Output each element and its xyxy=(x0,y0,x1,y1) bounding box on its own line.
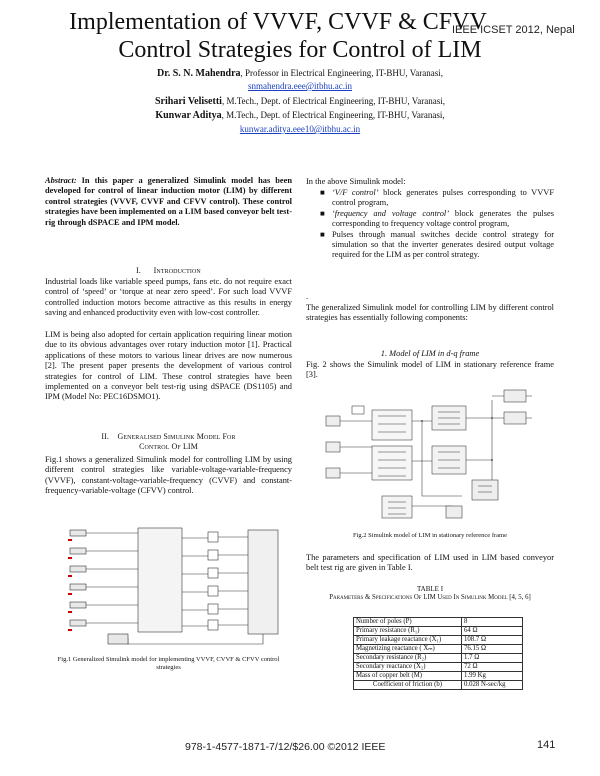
param-name: Primary leakage reactance (X₁) xyxy=(354,636,462,645)
table-row xyxy=(354,618,523,627)
author-3-email[interactable]: kunwar.aditya.eee10@itbhu.ac.in xyxy=(239,124,361,134)
page-number: 141 xyxy=(537,739,556,751)
param-value: 72 Ω xyxy=(462,663,523,672)
bullet-dot-icon: ■ xyxy=(320,229,325,239)
param-name: Secondary reactance (X₂) xyxy=(354,663,462,672)
author-1-affil: , Professor in Electrical Engineering, IT-BHU, Varanasi, xyxy=(240,68,443,78)
section2-heading-line1 xyxy=(45,432,292,442)
intro-heading-num: I. xyxy=(136,266,142,275)
stray-dot: . xyxy=(306,292,309,301)
author-2-affil: , M.Tech., Dept. of Electrical Engineering, IT-BHU, Varanasi, xyxy=(221,96,445,106)
section2-heading-line2: Control Of LIM xyxy=(139,442,198,452)
param-value: 0.028 N-sec/kg xyxy=(462,681,523,690)
table-label: TABLE I xyxy=(416,585,444,593)
bullet-manual-switches xyxy=(318,230,554,261)
fig2-paragraph: Fig. 2 shows the Simulink model of LIM in stationary reference frame [3]. xyxy=(306,360,554,380)
bullet-2-em: ‘frequency and voltage control’ xyxy=(332,208,450,218)
fig1-caption: Fig.1 Generalized Simulink model for implementing VVVF, CVVF & CFVV control strategies xyxy=(57,656,280,671)
author-3-name: Kunwar Aditya xyxy=(155,110,222,121)
author-1-email[interactable]: snmahendra.eee@itbhu.ac.in xyxy=(248,81,352,91)
param-name: Number of poles (P) xyxy=(354,618,462,627)
bullet-2-text: block generates the pulses corresponding to frequency voltage control program, xyxy=(332,208,554,229)
author-1-email-row xyxy=(0,81,600,92)
fig2-caption: Fig.2 Simulink model of LIM in stationary reference frame xyxy=(353,532,507,539)
param-name: Secondary resistance (R₂) xyxy=(354,654,462,663)
bullet-freq-voltage xyxy=(318,209,554,230)
section2-paragraph: Fig.1 shows a generalized Simulink model for controlling LIM by using different control strategies like variable-voltage-variable-frequency (VVVF), constant-voltage-variable-frequency (CVVF) and constant-frequency-variable-voltage (CFVV) control. xyxy=(45,455,292,496)
param-value: 76.15 Ω xyxy=(462,645,523,654)
table-row xyxy=(354,681,523,690)
intro-heading xyxy=(45,266,292,276)
abstract-text: In this paper a generalized Simulink model has been developed for control of linear induction motor (LIM) by different control strategies (VVVF, CVVF and CFVV control). These control strategies have been implemented on a LIM based conveyor belt test-rig through dSPACE and IPM model. xyxy=(45,176,293,227)
param-name: Primary resistance (R₁) xyxy=(354,627,462,636)
author-2-name: Srihari Velisetti xyxy=(154,96,222,107)
author-2 xyxy=(0,96,600,107)
simulink-intro: In the above Simulink model: xyxy=(306,177,406,186)
table-title: Parameters & Specifications Of LIM Used In Simulink Model [4, 5, 6] xyxy=(329,594,531,601)
abstract-label: Abstract: xyxy=(45,176,77,185)
paper-title-line1: Implementation of VVVF, CVVF & CFVV xyxy=(69,9,487,35)
conference-label: IEEE ICSET 2012, Nepal xyxy=(452,24,575,36)
intro-paragraph-2: LIM is being also adopted for certain application requiring linear motion due to its obvious advantages over rotary induction motor [1]. Practical applications of these motors to various linear drives are now numerous [2]. The present paper presents the development of various control strategies for control of LIM. These control strategies have been implemented on a conveyor belt test-rig using dSPACE (DS1105) and IPM (Model No: PEC16DSMO1). xyxy=(45,330,292,402)
table-row xyxy=(354,636,523,645)
param-value: 1.7 Ω xyxy=(462,654,523,663)
param-name: Coefficient of friction (b) xyxy=(354,681,462,690)
param-value: 8 xyxy=(462,618,523,627)
subsection-heading: 1. Model of LIM in d-q frame xyxy=(380,349,480,358)
table-row xyxy=(354,627,523,636)
author-1-name: Dr. S. N. Mahendra xyxy=(157,68,241,79)
paper-title-line2: Control Strategies for Control of LIM xyxy=(118,37,482,63)
param-name: Mass of copper belt (M) xyxy=(354,672,462,681)
abstract xyxy=(45,176,292,228)
section2-heading-num: II. xyxy=(101,432,110,441)
param-value: 64 Ω xyxy=(462,627,523,636)
table-row xyxy=(354,654,523,663)
author-3-affil: , M.Tech., Dept. of Electrical Engineering, IT-BHU, Varanasi, xyxy=(221,110,445,120)
author-3-email-row xyxy=(0,124,600,135)
lim-parameter-table xyxy=(353,617,523,690)
generalized-model-paragraph: The generalized Simulink model for controlling LIM by different control strategies has essentially following components: xyxy=(306,303,554,323)
bullet-vf-control xyxy=(318,188,554,209)
fig2-simulink-diagram xyxy=(322,386,536,526)
param-value: 1.99 Kg xyxy=(462,672,523,681)
table-row xyxy=(354,663,523,672)
bullet-dot-icon: ■ xyxy=(320,188,325,197)
params-paragraph: The parameters and specification of LIM used in LIM based conveyor belt test rig are given in Table I. xyxy=(306,553,554,573)
author-1 xyxy=(0,68,600,79)
bullet-dot-icon: ■ xyxy=(320,208,325,218)
simulink-bullets xyxy=(318,188,554,261)
footer-isbn: 978-1-4577-1871-7/12/$26.00 ©2012 IEEE xyxy=(185,741,386,753)
bullet-1-text: block generates pulses corresponding to VVVF control program, xyxy=(332,188,554,208)
table-row xyxy=(354,645,523,654)
section2-heading-text1: Generalised Simulink Model For xyxy=(117,432,236,441)
author-3 xyxy=(0,110,600,121)
fig1-simulink-diagram xyxy=(68,526,284,648)
intro-paragraph-1: Industrial loads like variable speed pumps, fans etc. do not require exact control of ‘speed’ or ‘torque at near zero speed’. For such load VVVF controlled induction motors become attractive as this results in energy saving and enhanced productivity even with low-cost controller. xyxy=(45,277,292,318)
bullet-1-em: ‘V/F control’ xyxy=(332,188,379,197)
intro-heading-text: Introduction xyxy=(153,266,201,275)
section2-heading xyxy=(45,432,292,453)
param-name: Magnetizing reactance ( Xₘ) xyxy=(354,645,462,654)
table-row xyxy=(354,672,523,681)
bullet-3-text: Pulses through manual switches decide control strategy for simulation so that the inverter generates desired output voltage required for the LIM as per control strategy. xyxy=(332,229,554,260)
param-value: 108.7 Ω xyxy=(462,636,523,645)
